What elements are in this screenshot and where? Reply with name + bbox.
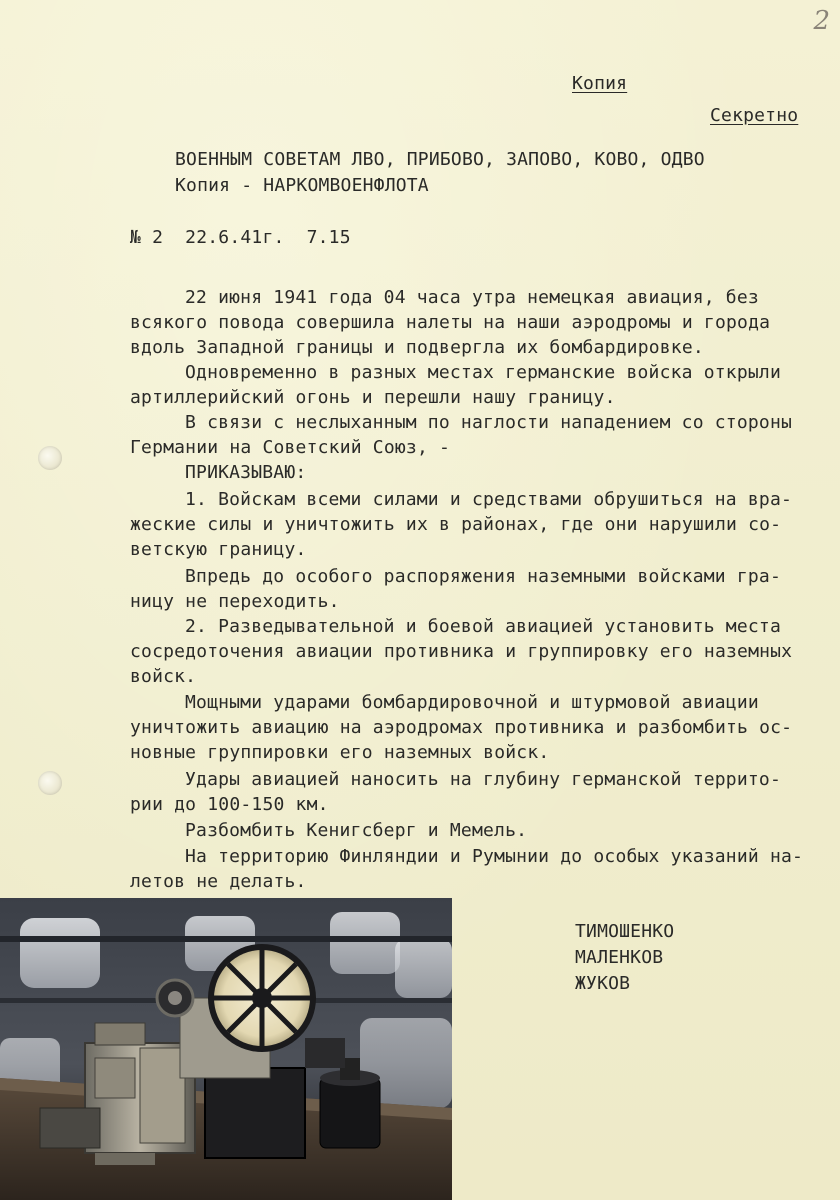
body-line: жеские силы и уничтожить их в районах, где они нарушили со- xyxy=(130,514,782,535)
body-line: Удары авиацией наносить на глубину германской террито- xyxy=(185,769,781,790)
body-line: Разбомбить Кенигсберг и Мемель. xyxy=(185,820,528,841)
body-line: В связи с неслыханным по наглости нападением со стороны xyxy=(185,412,793,433)
copy-mark: Копия xyxy=(572,73,628,94)
body-line: Одновременно в разных местах германские войска открыли xyxy=(185,362,781,383)
signature-timoshenko: ТИМОШЕНКО xyxy=(575,921,675,942)
page-number: 2 xyxy=(813,6,830,36)
body-line: новные группировки его наземных войск. xyxy=(130,742,550,763)
body-line: 1. Войскам всеми силами и средствами обрушиться на вра- xyxy=(185,489,793,510)
body-line: уничтожить авиацию на аэродромах противника и разбомбить ос- xyxy=(130,717,793,738)
addressee-line-1: ВОЕННЫМ СОВЕТАМ ЛВО, ПРИБОВО, ЗАПОВО, КОВО, ОДВО xyxy=(175,149,705,170)
body-line: ницу не переходить. xyxy=(130,591,340,612)
body-line: ветскую границу. xyxy=(130,539,307,560)
secrecy-stamp: Секретно xyxy=(710,105,799,126)
body-line: войск. xyxy=(130,666,197,687)
body-line: всякого повода совершила налеты на наши аэродромы и города xyxy=(130,312,771,333)
body-line: 22 июня 1941 года 04 часа утра немецкая авиация, без xyxy=(185,287,759,308)
document-number-date: № 2 22.6.41г. 7.15 xyxy=(130,227,351,248)
body-line: Германии на Советский Союз, - xyxy=(130,437,451,458)
signature-zhukov: ЖУКОВ xyxy=(575,973,631,994)
body-line: летов не делать. xyxy=(130,871,307,892)
telegraph-apparatus-illustration xyxy=(0,898,452,1200)
addressee-line-2: Копия - НАРКОМВОЕНФЛОТА xyxy=(175,175,429,196)
punch-hole-top xyxy=(38,446,62,470)
body-line: 2. Разведывательной и боевой авиацией установить места xyxy=(185,616,781,637)
body-line: вдоль Западной границы и подвергла их бомбардировке. xyxy=(130,337,704,358)
body-line: На территорию Финляндии и Румынии до особых указаний на- xyxy=(185,846,804,867)
order-heading: ПРИКАЗЫВАЮ: xyxy=(185,462,307,483)
telegraph-apparatus-photo xyxy=(0,898,452,1200)
body-line: Впредь до особого распоряжения наземными войсками гра- xyxy=(185,566,781,587)
body-line: рии до 100-150 км. xyxy=(130,794,329,815)
body-line: сосредоточения авиации противника и группировку его наземных xyxy=(130,641,793,662)
body-line: артиллерийский огонь и перешли нашу границу. xyxy=(130,387,616,408)
body-line: Мощными ударами бомбардировочной и штурмовой авиации xyxy=(185,692,759,713)
punch-hole-bottom xyxy=(38,771,62,795)
signature-malenkov: МАЛЕНКОВ xyxy=(575,947,664,968)
